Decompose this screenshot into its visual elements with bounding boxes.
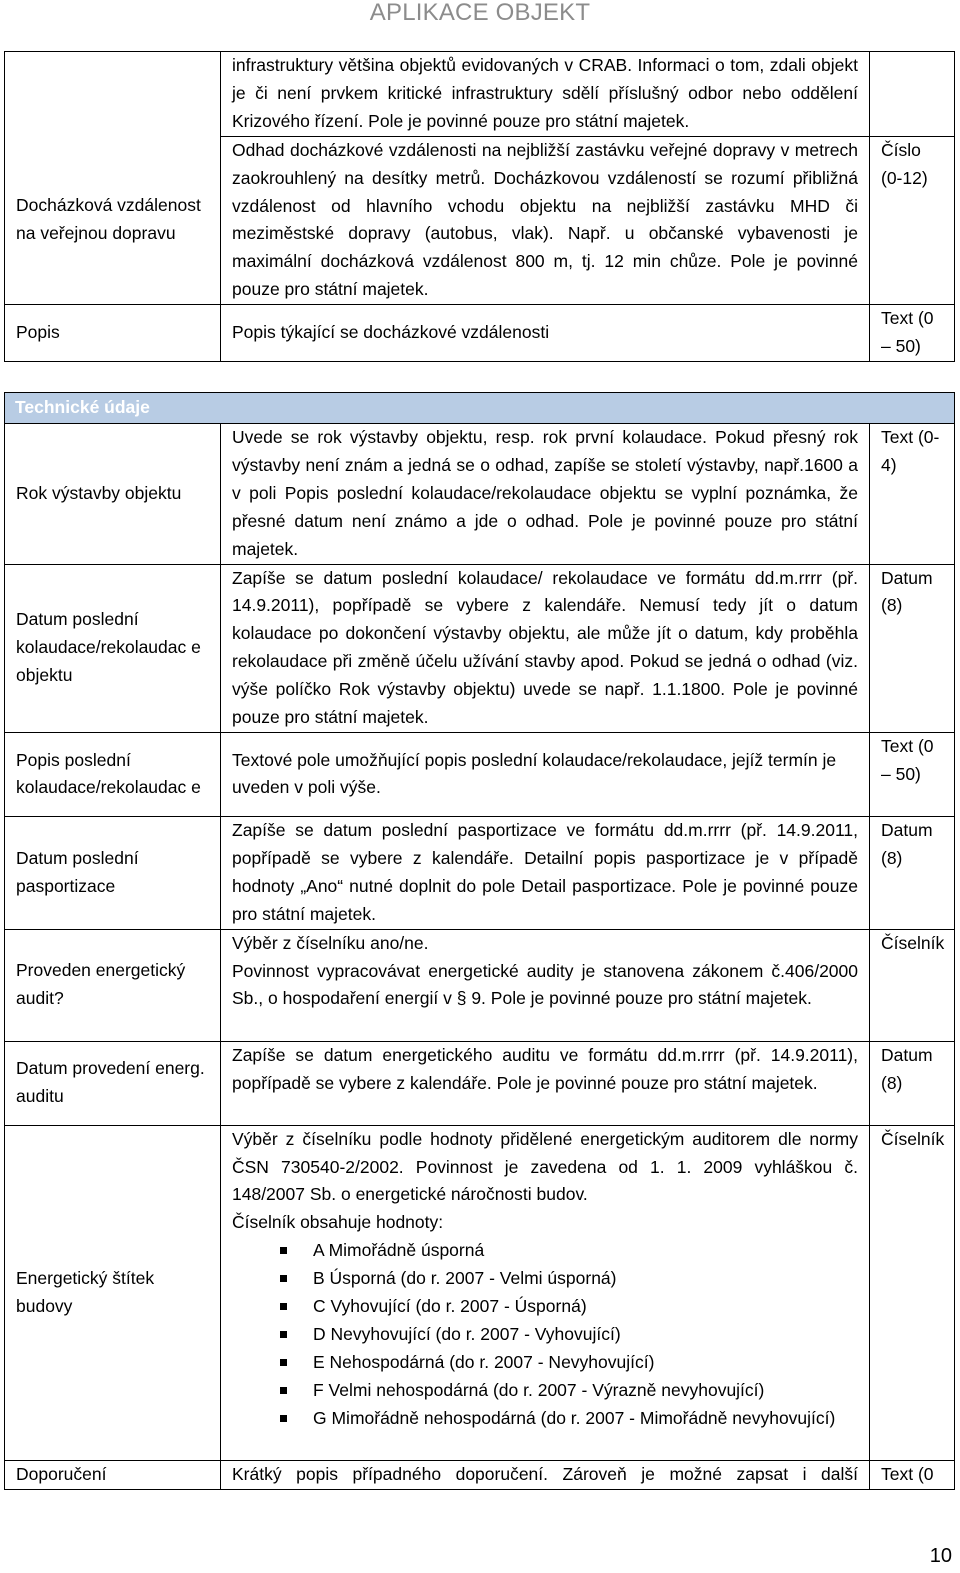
field-label: Popis	[5, 305, 221, 362]
field-label: Energetický štítek budovy	[5, 1125, 221, 1460]
list-item: B Úsporná (do r. 2007 - Velmi úsporná)	[313, 1265, 858, 1293]
field-description: Uvede se rok výstavby objektu, resp. rok první kolaudace. Pokud přesný rok výstavby není znám a jedná se o odhad, zapíše se století výstavby, např.1600 a v poli Popis poslední kolaudace/rekolaudace objektu se vyplní poznámka, že přesné datum není známo a jde o odhad. Pole je povinné pouze pro státní majetek.	[221, 424, 870, 565]
energy-label-values	[232, 1237, 858, 1432]
table-row	[5, 732, 955, 816]
list-item: D Nevyhovující (do r. 2007 - Vyhovující)	[313, 1321, 858, 1349]
table-row	[5, 424, 955, 565]
table-row	[5, 1460, 955, 1489]
table-row	[5, 816, 955, 929]
description-text: Povinnost vypracovávat energetické audity je stanovena zákonem č.406/2000 Sb., o hospodaření energií v § 9. Pole je povinné pouze pro státní majetek.	[232, 960, 858, 1009]
description-text: Výběr z číselníku podle hodnoty přidělené energetickým auditorem dle normy ČSN 730540-2/2002. Povinnost je zavedena od 1. 1. 2009 vyhláškou č. 148/2007 Sb. o energetické náročnosti budov.	[232, 1128, 858, 1205]
field-type: Text (0	[870, 1460, 955, 1489]
table-row	[5, 52, 955, 137]
field-label: Popis poslední kolaudace/rekolaudac e	[5, 732, 221, 816]
table-row	[5, 929, 955, 1041]
page-number: 10	[929, 1545, 952, 1568]
list-item: A Mimořádně úsporná	[313, 1237, 858, 1265]
attributes-table-top	[4, 51, 955, 362]
field-type	[870, 52, 955, 137]
list-item: G Mimořádně nehospodárná (do r. 2007 - Mimořádně nevyhovující)	[313, 1405, 858, 1433]
list-intro: Číselník obsahuje hodnoty:	[232, 1212, 444, 1233]
table-row	[5, 1125, 955, 1460]
description-line: Výběr z číselníku ano/ne.	[232, 932, 429, 953]
field-type: Text (0-4)	[870, 424, 955, 565]
list-item: F Velmi nehospodárná (do r. 2007 - Výrazně nevyhovující)	[313, 1377, 858, 1405]
field-description: Zapíše se datum poslední kolaudace/ rekolaudace ve formátu dd.m.rrrr (př. 14.9.2011), popřípadě se vybere z kalendáře. Nemusí tedy jít o datum kolaudace po dokončení výstavby objektu, ale může jít o datum, kdy proběhla rekolaudace při změně účelu užívání stavby apod. Pokud se jedná o odhad (viz. výše políčko Rok výstavby objektu) uvede se např. 1.1.1800. Pole je povinné pouze pro státní majetek.	[221, 564, 870, 732]
field-type: Číslo (0-12)	[870, 136, 955, 304]
field-type: Datum (8)	[870, 816, 955, 929]
field-label: Doporučení	[5, 1460, 221, 1489]
field-label: Rok výstavby objektu	[5, 424, 221, 565]
field-description: Textové pole umožňující popis poslední kolaudace/rekolaudace, jejíž termín je uveden v poli výše.	[221, 732, 870, 816]
field-type: Číselník	[870, 1125, 955, 1460]
table-row	[5, 305, 955, 362]
field-label: Datum poslední kolaudace/rekolaudac e objektu	[5, 564, 221, 732]
field-description: Zapíše se datum poslední pasportizace ve formátu dd.m.rrrr (př. 14.9.2011, popřípadě se vybere z kalendáře. Detailní popis pasportizace je v případě hodnoty „Ano“ nutné doplnit do pole Detail pasportizace. Pole je povinné pouze pro státní majetek.	[221, 816, 870, 929]
technical-data-table	[4, 392, 955, 1490]
field-type: Text (0 – 50)	[870, 732, 955, 816]
section-header-row	[5, 393, 955, 424]
field-label	[5, 52, 221, 137]
field-type: Datum (8)	[870, 1041, 955, 1125]
field-label: Docházková vzdálenost na veřejnou dopravu	[5, 136, 221, 304]
field-description: Krátký popis případného doporučení. Zároveň je možné zapsat i další	[221, 1460, 870, 1489]
page-header: APLIKACE OBJEKT	[369, 0, 591, 26]
section-title: Technické údaje	[5, 393, 955, 424]
field-type: Číselník	[870, 929, 955, 1041]
table-row	[5, 564, 955, 732]
field-label: Proveden energetický audit?	[5, 929, 221, 1041]
table-row	[5, 1041, 955, 1125]
field-description: Odhad docházkové vzdálenosti na nejbližší zastávku veřejné dopravy v metrech zaokrouhlený na desítky metrů. Docházkovou vzdáleností se rozumí přibližná vzdálenost od hlavního vchodu objektu na nejbližší zastávku MHD či meziměstské dopravy (autobus, vlak). Např. u občanské vybavenosti je maximální docházková vzdálenost 800 m, tj. 12 min chůze. Pole je povinné pouze pro státní majetek.	[221, 136, 870, 304]
field-description: Zapíše se datum energetického auditu ve formátu dd.m.rrrr (př. 14.9.2011), popřípadě se vybere z kalendáře. Pole je povinné pouze pro státní majetek.	[221, 1041, 870, 1125]
list-item: C Vyhovující (do r. 2007 - Úsporná)	[313, 1293, 858, 1321]
field-description: infrastruktury většina objektů evidovaných v CRAB. Informaci o tom, zdali objekt je či není prvkem kritické infrastruktury sdělí příslušný odbor nebo oddělení Krizového řízení. Pole je povinné pouze pro státní majetek.	[221, 52, 870, 137]
field-description	[221, 929, 870, 1041]
field-type: Text (0 – 50)	[870, 305, 955, 362]
field-label: Datum provedení energ. auditu	[5, 1041, 221, 1125]
table-row	[5, 136, 955, 304]
field-description: Popis týkající se docházkové vzdálenosti	[221, 305, 870, 362]
field-description	[221, 1125, 870, 1460]
field-label: Datum poslední pasportizace	[5, 816, 221, 929]
field-type: Datum (8)	[870, 564, 955, 732]
list-item: E Nehospodárná (do r. 2007 - Nevyhovující)	[313, 1349, 858, 1377]
